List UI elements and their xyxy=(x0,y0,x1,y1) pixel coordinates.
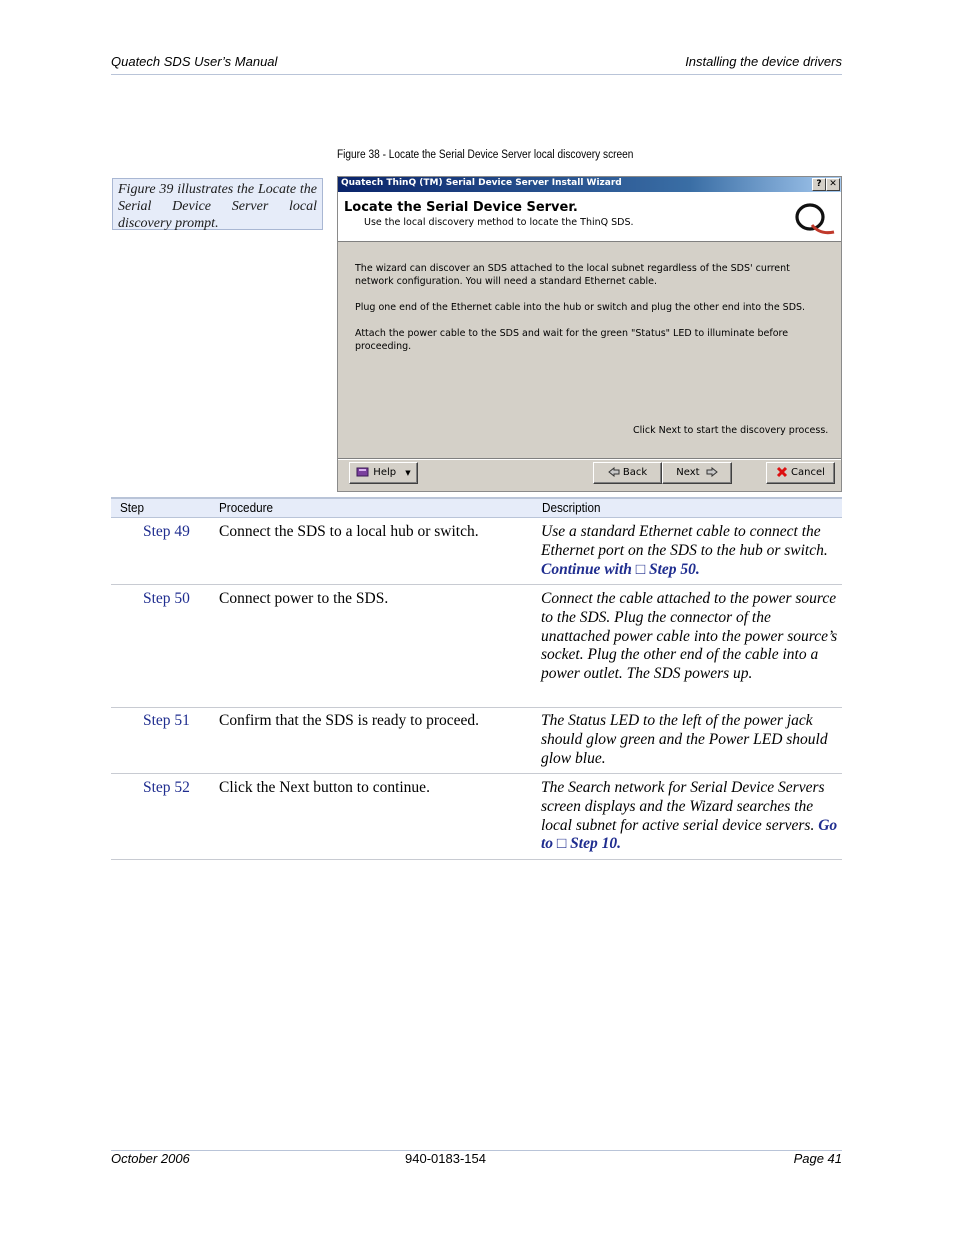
description-text xyxy=(541,712,841,768)
row-divider xyxy=(111,584,842,585)
column-header-description: Description xyxy=(542,500,601,515)
column-header-step: Step xyxy=(120,500,145,515)
step-link[interactable]: Step 51 xyxy=(143,712,190,729)
row-divider xyxy=(111,773,842,774)
description-body: The Search network for Serial Device Servers screen displays and the Wizard searches the local subnet for active serial device servers. xyxy=(541,779,825,834)
row-divider xyxy=(111,707,842,708)
header-divider xyxy=(111,74,842,75)
description-text xyxy=(541,523,841,579)
cancel-x-icon xyxy=(776,466,788,478)
wizard-window-title: Quatech ThinQ (TM) Serial Device Server Install Wizard xyxy=(341,178,622,188)
wizard-subheading: Use the local discovery method to locate the ThinQ SDS. xyxy=(364,217,634,228)
next-arrow-icon xyxy=(706,467,718,477)
footer-page-number: Page 41 xyxy=(793,1151,842,1166)
chevron-down-icon: ▼ xyxy=(405,469,411,477)
cancel-button[interactable] xyxy=(766,462,835,484)
page-header-title: Quatech SDS User’s Manual xyxy=(111,54,278,69)
row-divider xyxy=(111,859,842,860)
cancel-button-label: Cancel xyxy=(791,467,825,478)
description-body: Use a standard Ethernet cable to connect the Ethernet port on the SDS to the hub or switch. xyxy=(541,523,828,559)
next-button[interactable] xyxy=(662,462,732,484)
wizard-titlebar xyxy=(338,177,841,192)
wizard-body-line: proceeding. xyxy=(355,341,412,352)
step-link[interactable]: Step 50 xyxy=(143,590,190,607)
description-text xyxy=(541,779,841,854)
description-text xyxy=(541,590,841,684)
table-header xyxy=(111,499,842,517)
table-header-rule xyxy=(111,517,842,518)
footer-doc-number: 940-0183-154 xyxy=(405,1151,486,1166)
install-wizard-dialog xyxy=(337,176,842,492)
description-body: The Status LED to the left of the power jack should glow green and the Power LED should glow blue. xyxy=(541,712,828,767)
help-button[interactable] xyxy=(349,462,418,484)
footer-date: October 2006 xyxy=(111,1151,190,1166)
wizard-body-line: The wizard can discover an SDS attached to the local subnet regardless of the SDS' current xyxy=(355,263,790,274)
wizard-footer-hint: Click Next to start the discovery process. xyxy=(633,425,829,436)
wizard-heading: Locate the Serial Device Server. xyxy=(344,200,578,215)
wizard-body-line: Attach the power cable to the SDS and wait for the green "Status" LED to illuminate before xyxy=(355,328,789,339)
titlebar-help-button[interactable]: ? xyxy=(812,178,826,191)
description-body: Connect the cable attached to the power source to the SDS. Plug the connector of the unattached power cable into the power source’s socket. Plug the other end of the cable into a power outlet. The SDS powers up. xyxy=(541,590,838,683)
wizard-header-panel xyxy=(338,192,841,242)
step-link[interactable]: Step 49 xyxy=(143,523,190,540)
help-button-label: Help xyxy=(373,467,397,478)
procedure-text: Click the Next button to continue. xyxy=(219,779,430,796)
back-button[interactable] xyxy=(593,462,662,484)
wizard-button-separator xyxy=(338,458,841,460)
procedure-text: Connect power to the SDS. xyxy=(219,590,389,607)
go-to-step-link[interactable]: Go to □ Step 10. xyxy=(541,816,838,853)
step-link[interactable]: Step 52 xyxy=(143,779,190,796)
back-arrow-icon xyxy=(608,467,620,477)
side-note: Figure 39 illustrates the Locate the Serial Device Server local discovery prompt. xyxy=(112,178,323,230)
column-header-procedure: Procedure xyxy=(219,500,273,515)
titlebar-close-button[interactable]: ✕ xyxy=(826,178,840,191)
procedure-text: Connect the SDS to a local hub or switch. xyxy=(219,523,479,540)
page-header-section: Installing the device drivers xyxy=(685,54,842,69)
back-button-label: Back xyxy=(622,467,648,478)
wizard-body-line: Plug one end of the Ethernet cable into the hub or switch and plug the other end into the SDS. xyxy=(355,302,806,313)
next-button-label: Next xyxy=(676,467,700,478)
continue-step-link[interactable]: Continue with □ Step 50. xyxy=(541,560,700,578)
wizard-body-line: network configuration. You will need a standard Ethernet cable. xyxy=(355,276,658,287)
quatech-logo-icon xyxy=(790,199,836,237)
help-book-icon xyxy=(356,466,370,478)
procedure-text: Confirm that the SDS is ready to proceed. xyxy=(219,712,480,729)
figure-caption: Figure 38 - Locate the Serial Device Server local discovery screen xyxy=(337,149,634,161)
